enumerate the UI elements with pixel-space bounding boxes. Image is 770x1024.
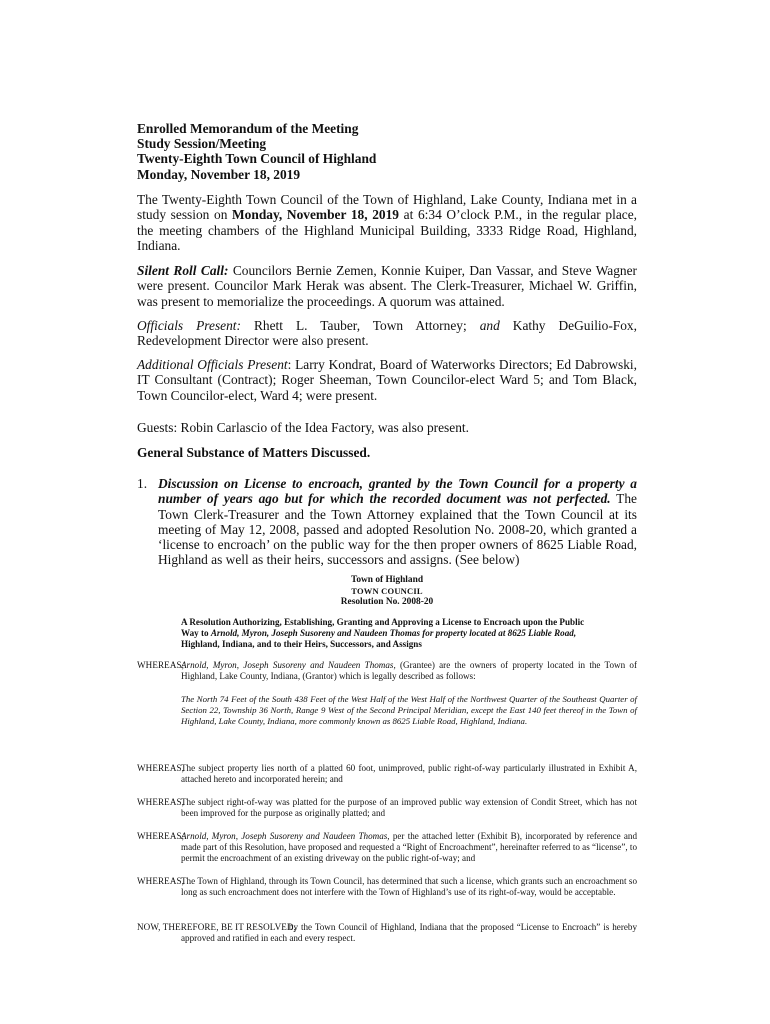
excerpt-resolution-number: Resolution No. 2008-20	[340, 597, 434, 607]
roll-call-text: Councilors Bernie Zemen, Konnie Kuiper, Dan Vassar, and Steve Wagner were present. Councilor Mark Herak was absent. The Clerk-Treasurer, Michael W. Griffin, was present to memorialize the proceedings. A quorum was attained.	[137, 263, 637, 309]
legal-description: The North 74 Feet of the South 438 Feet of the West Half of the West Half of the Northwest Quarter of the Southeast Quarter of Section 22, Township 36 North, Range 9 West of the Second Principal Meridian, except the East 140 feet thereof in the Town of Highland, Lake County, Indiana, more commonly known as 8625 Liable Road, Highland, Indiana.	[181, 694, 637, 726]
whereas-keyword: WHEREAS,	[137, 763, 185, 773]
whereas-clause-5	[137, 876, 637, 898]
header-session: Study Session/Meeting	[137, 136, 267, 152]
intro-text-b: at 6:34 O’clock P.M., in the regular place, the meeting chambers of the Highland Municipal Building, 3333 Ridge Road, Highland, Indiana.	[137, 207, 637, 253]
whereas-clause-4	[137, 831, 637, 865]
excerpt-title-names: Arnold, Myron, Joseph Susoreny and Naudeen Thomas for property located at 8625 Liable Road,	[210, 628, 577, 639]
resolved-clause	[137, 922, 637, 944]
item-text: The Town Clerk-Treasurer and the Town Attorney explained that the Town Council at its meeting of May 12, 2008, passed and adopted Resolution No. 2008-20, which granted a ‘license to encroach’ on the public way for the then proper owners of 8625 Liable Road, Highland as well as their heirs, successors and assigns. (See below)	[158, 491, 637, 568]
intro-paragraph	[137, 192, 637, 253]
officials-and: and	[479, 318, 500, 333]
now-therefore-keyword: NOW, THEREFORE, BE IT RESOLVED,	[137, 922, 296, 932]
clause5-text: The Town of Highland, through its Town Council, has determined that such a license, which grants such an encroachment so long as such encroachment does not interfere with the Town of Highland’s use of its right-of-way, would be acceptable.	[181, 876, 637, 898]
officials-text-b: Kathy DeGuilio-Fox, Redevelopment Director were also present.	[137, 318, 637, 349]
roll-call-paragraph	[137, 263, 637, 309]
officials-label: Officials Present:	[137, 318, 241, 333]
whereas-keyword: WHEREAS,	[137, 876, 185, 886]
roll-call-label: Silent Roll Call:	[137, 263, 229, 278]
additional-officials-paragraph	[137, 357, 637, 403]
header-title: Enrolled Memorandum of the Meeting	[137, 121, 359, 136]
item-number: 1.	[137, 476, 148, 491]
whereas-clause-3	[137, 797, 637, 819]
header-date: Monday, November 18, 2019	[137, 166, 301, 182]
memorandum-header	[137, 121, 637, 182]
whereas-clause-1	[137, 660, 637, 682]
clause4-text: per the attached letter (Exhibit B), incorporated by reference and made part of this Resolution, have proposed and requested a “Right of Encroachment”, hereinafter referred to as “license”, to permit the encroachment of an existing driveway on the public right-of-way; and	[181, 831, 637, 864]
clause4-names: Arnold, Myron, Joseph Susoreny and Naudeen Thomas,	[181, 831, 390, 842]
item-lead: Discussion on License to encroach, granted by the Town Council for a property a number of years ago but for which the recorded document was not perfected.	[158, 476, 637, 507]
excerpt-council: TOWN COUNCIL	[351, 586, 423, 596]
additional-officials-label: Additional Officials Present	[137, 357, 288, 372]
whereas-keyword: WHEREAS,	[137, 831, 185, 841]
section-subheading: General Substance of Matters Discussed.	[137, 445, 371, 460]
whereas-keyword: WHEREAS,	[137, 797, 185, 807]
intro-date: Monday, November 18, 2019	[232, 207, 399, 223]
guests-paragraph: Guests: Robin Carlascio of the Idea Factory, was also present.	[137, 420, 469, 435]
clause2-text: The subject property lies north of a platted 60 foot, unimproved, public right-of-way particularly illustrated in Exhibit A, attached hereto and incorporated herein; and	[181, 763, 637, 785]
excerpt-town: Town of Highland	[350, 575, 424, 585]
officials-paragraph	[137, 318, 637, 349]
excerpt-title-a: A Resolution Authorizing, Establishing, Granting and Approving a License to Encroach upon the Public Way to	[181, 617, 585, 639]
header-council: Twenty-Eighth Town Council of Highland	[137, 151, 377, 167]
clause1-names: Arnold, Myron, Joseph Susoreny and Naudeen Thomas,	[181, 660, 396, 671]
excerpt-resolution-title	[181, 617, 601, 651]
additional-officials-text: : Larry Kondrat, Board of Waterworks Directors; Ed Dabrowski, IT Consultant (Contract); Roger Sheeman, Town Councilor-elect Ward 5; and Tom Black, Town Councilor-elect, Ward 4; were present.	[137, 357, 637, 403]
excerpt-title-b: Highland, Indiana, and to their Heirs, Successors, and Assigns	[181, 639, 422, 650]
clause6-text: by the Town Council of Highland, Indiana that the proposed “License to Encroach” is hereby approved and ratified in each and every respect.	[181, 922, 637, 944]
clause3-text: The subject right-of-way was platted for the purpose of an improved public way extension of Condit Street, which has not been improved for the purpose as originally platted; and	[181, 797, 637, 819]
intro-text-a: The Twenty-Eighth Town Council of the Town of Highland, Lake County, Indiana met in a study session on	[137, 192, 637, 223]
clause1-text: (Grantee) are the owners of property located in the Town of Highland, Lake County, Indiana, (Grantor) which is legally described as follows:	[181, 660, 637, 682]
officials-text-a: Rhett L. Tauber, Town Attorney;	[240, 318, 480, 333]
discussion-item-1	[137, 476, 637, 568]
whereas-keyword: WHEREAS,	[137, 660, 185, 670]
whereas-clause-2	[137, 763, 637, 785]
